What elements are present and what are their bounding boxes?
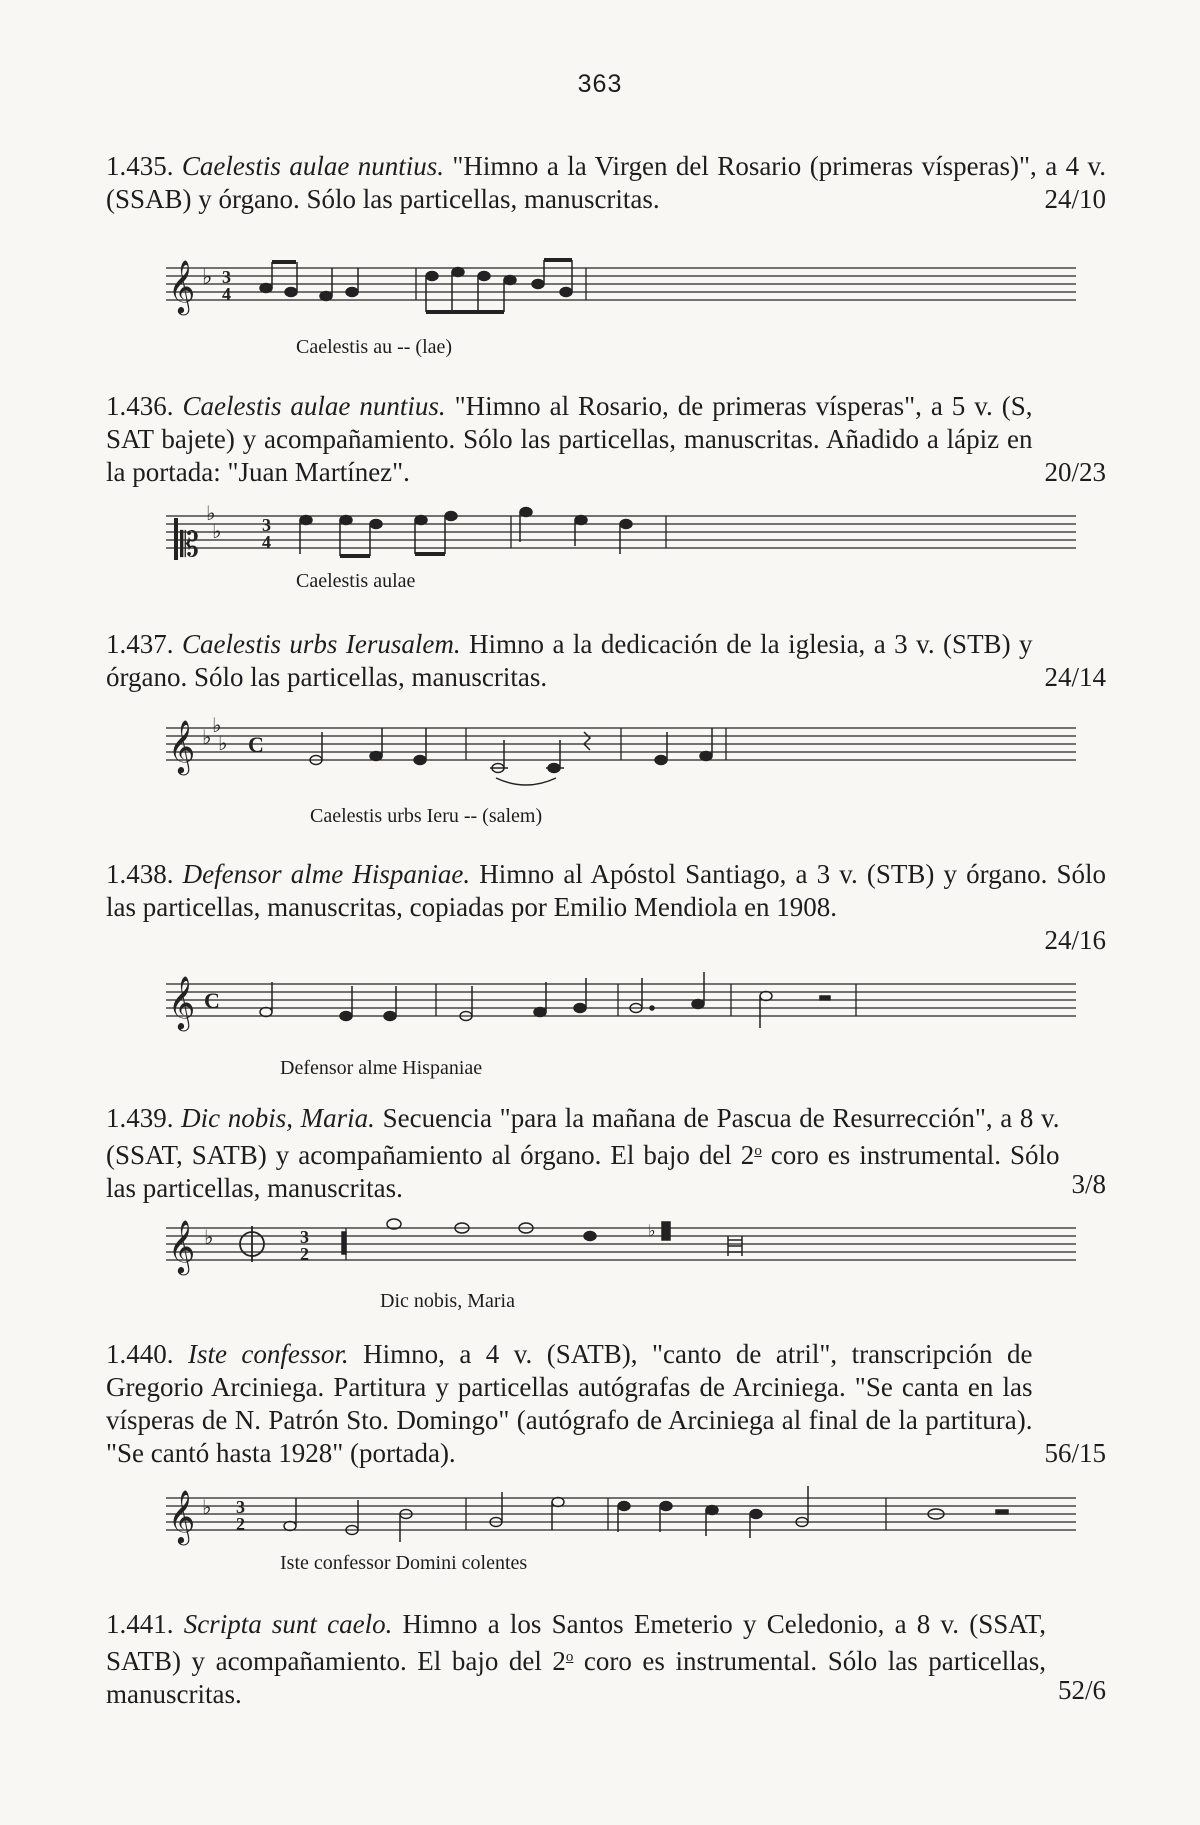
svg-text:♭: ♭ <box>202 727 212 749</box>
entry-text <box>106 150 1106 216</box>
entry-title: Defensor alme Hispaniae. <box>182 859 471 889</box>
incipit-text: Caelestis au -- (lae) <box>296 336 453 358</box>
entry-title: Scripta sunt caelo. <box>183 1609 393 1639</box>
svg-text:𝄡: 𝄡 <box>180 527 199 564</box>
svg-text:4: 4 <box>222 284 231 304</box>
entry-text <box>106 1102 1106 1205</box>
staff-notation <box>166 710 1086 800</box>
entry-title: Caelestis aulae nuntius. <box>181 151 444 181</box>
incipit-text: Dic nobis, Maria <box>380 1290 515 1312</box>
svg-text:♭: ♭ <box>202 264 213 289</box>
svg-text:3: 3 <box>300 1227 309 1247</box>
archive-reference: 3/8 <box>1071 1169 1106 1199</box>
entry-title: Iste confessor. <box>187 1339 349 1369</box>
staff-notation <box>166 966 1086 1046</box>
incipit-text: Caelestis aulae <box>296 570 416 592</box>
svg-text:3: 3 <box>222 267 231 287</box>
svg-text:𝄞: 𝄞 <box>168 1221 196 1272</box>
entry-description: Himno al Apóstol Santiago, a 3 v. (STB) y órgano. Sólo las particellas, manuscritas, copiadas por Emilio Mendiola en 1908. <box>106 859 1107 922</box>
entry-number: 1.440. <box>106 1339 174 1369</box>
svg-text:♭: ♭ <box>218 733 228 755</box>
svg-text:𝄞: 𝄞 <box>168 721 196 772</box>
svg-text:2: 2 <box>300 1244 309 1264</box>
entry-description: Himno a los Santos Emeterio y Celedonio, a 8 v. (SSAT, SATB) y acompañamiento. El bajo del 2 <box>106 1609 1046 1676</box>
catalog-entry-1440 <box>106 1338 1106 1470</box>
svg-text:2: 2 <box>236 1514 245 1534</box>
entry-number: 1.437. <box>106 629 174 659</box>
archive-reference: 24/16 <box>1044 925 1106 955</box>
catalog-entry-1436 <box>106 390 1106 489</box>
ordinal-mark: o <box>565 1649 574 1665</box>
entry-number: 1.435. <box>106 151 174 181</box>
svg-text:♭: ♭ <box>204 1227 214 1249</box>
svg-text:♭: ♭ <box>206 503 216 525</box>
entry-number: 1.436. <box>106 391 174 421</box>
entry-text <box>106 858 1106 924</box>
archive-reference: 24/10 <box>1044 184 1106 214</box>
incipit-text: Defensor alme Hispaniae <box>280 1057 483 1079</box>
svg-text:♭: ♭ <box>648 1223 656 1240</box>
svg-text:♭: ♭ <box>202 1497 212 1519</box>
entry-title: Dic nobis, Maria. <box>181 1103 375 1133</box>
entry-description-cont: coro es instrumental. Sólo las particellas, manuscritas. <box>106 1140 1060 1203</box>
svg-text:3: 3 <box>262 515 271 535</box>
entry-description: Himno, a 4 v. (SATB), "canto de atril", transcripción de Gregorio Arciniega. Partitura y particellas autógrafas de Arciniega. "Se canta en las vísperas de N. Patrón Sto. Domingo" (autógrafo de Arciniega al final de la partitura). "Se cantó hasta 1928" (portada). <box>106 1339 1033 1468</box>
staff-notation <box>166 250 1086 320</box>
entry-description-cont: coro es instrumental. Sólo las particellas, manuscritas. <box>106 1646 1046 1709</box>
page-number: 363 <box>577 70 623 98</box>
ordinal-mark: o <box>754 1143 762 1159</box>
staff-notation <box>166 1210 1086 1280</box>
catalog-entry-1435 <box>106 150 1106 216</box>
music-staff-1439 <box>166 1210 1086 1285</box>
entry-text <box>106 390 1106 489</box>
svg-text:𝄞: 𝄞 <box>168 1491 196 1542</box>
music-staff-1438 <box>166 966 1086 1051</box>
incipit-text: Caelestis urbs Ieru -- (salem) <box>310 805 543 827</box>
entry-number: 1.438. <box>106 859 174 889</box>
catalog-entry-1438 <box>106 858 1106 957</box>
svg-text:𝄞: 𝄞 <box>168 977 196 1028</box>
entry-text <box>106 628 1106 694</box>
entry-description: "Himno a la Virgen del Rosario (primeras vísperas)", a 4 v. (SSAB) y órgano. Sólo las particellas, manuscritas. <box>106 151 1107 214</box>
music-staff-1436 <box>166 498 1086 573</box>
svg-text:3: 3 <box>236 1497 245 1517</box>
archive-reference: 56/15 <box>1044 1438 1106 1468</box>
entry-description: Secuencia "para la mañana de Pascua de Resurrección", a 8 v. (SSAT, SATB) y acompañamiento al órgano. El bajo del 2 <box>106 1103 1060 1170</box>
entry-description: Himno a la dedicación de la iglesia, a 3 v. (STB) y órgano. Sólo las particellas, manuscritas. <box>106 629 1033 692</box>
entry-number: 1.439. <box>106 1103 174 1133</box>
archive-reference: 52/6 <box>1057 1675 1106 1705</box>
entry-description: "Himno al Rosario, de primeras vísperas", a 5 v. (S, SAT bajete) y acompañamiento. Sólo las particellas, manuscritas. Añadido a lápiz en la portada: "Juan Martínez". <box>106 391 1033 487</box>
music-staff-1437 <box>166 710 1086 805</box>
catalog-entry-1437 <box>106 628 1106 694</box>
archive-reference: 24/14 <box>1044 662 1106 692</box>
music-staff-1435 <box>166 250 1086 325</box>
svg-text:4: 4 <box>262 532 271 552</box>
staff-notation <box>166 1480 1086 1550</box>
music-staff-1440 <box>166 1480 1086 1555</box>
entry-title: Caelestis urbs Ierusalem. <box>181 629 461 659</box>
svg-text:𝄞: 𝄞 <box>168 259 196 313</box>
entry-text <box>106 1338 1106 1470</box>
archive-reference: 20/23 <box>1044 457 1106 487</box>
catalog-entry-1441 <box>106 1608 1106 1711</box>
staff-notation <box>166 498 1086 568</box>
svg-text:C: C <box>204 988 220 1013</box>
svg-text:♭: ♭ <box>212 715 222 737</box>
entry-title: Caelestis aulae nuntius. <box>182 391 446 421</box>
incipit-text: Iste confessor Domini colentes <box>280 1552 528 1574</box>
svg-text:♭: ♭ <box>212 521 222 543</box>
svg-text:C: C <box>248 732 264 757</box>
entry-text <box>106 1608 1106 1711</box>
catalog-entry-1439 <box>106 1102 1106 1205</box>
entry-number: 1.441. <box>106 1609 174 1639</box>
